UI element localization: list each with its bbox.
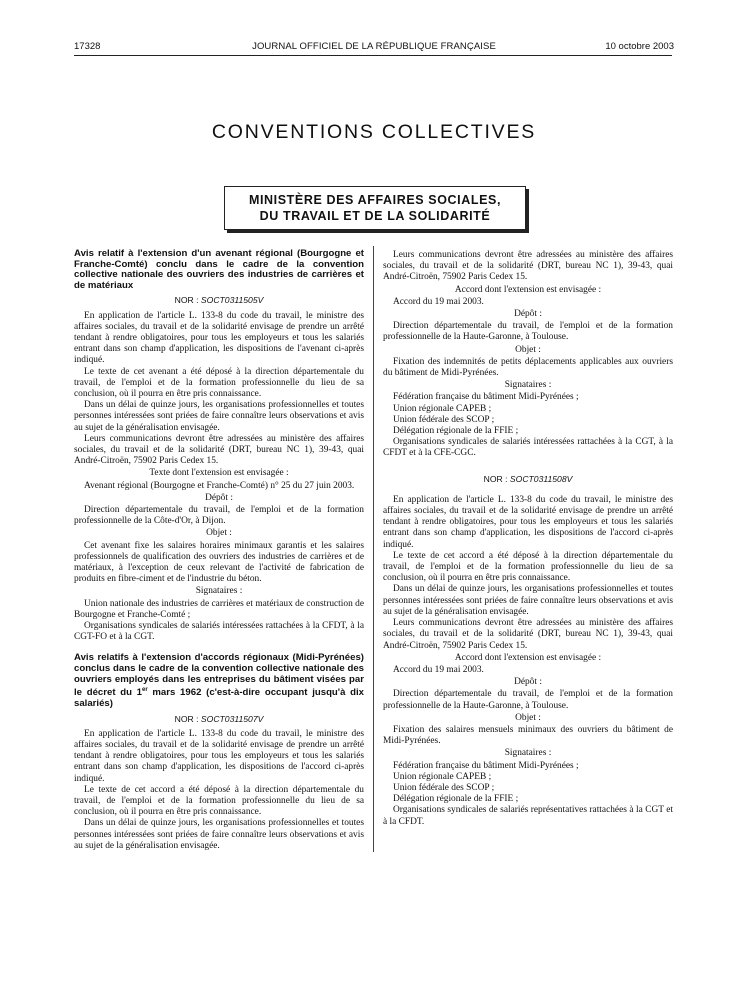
paragraph: Le texte de cet avenant a été déposé à la direction départementale du travail, de l'emploi et de la formation professionnelle du lieu de sa conclusion, où il pourra en être pris connaissance. [74, 366, 364, 399]
subheading: Dépôt : [514, 677, 542, 688]
nor-label: NOR : [483, 473, 508, 484]
nor-reference-1 [74, 295, 364, 306]
subheading: Texte dont l'extension est envisagée : [149, 468, 289, 479]
subheading: Accord dont l'extension est envisagée : [454, 652, 602, 663]
nor-code: SOCT0311508V [509, 473, 573, 484]
paragraph: Accord du 19 mai 2003. [393, 296, 484, 307]
signatory: Fédération française du bâtiment Midi-Pyrénées ; [393, 392, 579, 403]
subheading: Objet : [206, 528, 232, 539]
paragraph: Cet avenant fixe les salaires horaires minimaux garantis et les salaires professionnels de qualification des ouvriers des industries de carrières et de matériaux, à l'exception de ceux relevant de l'activité de fabrication de produits en fibre-ciment et de l'industrie du béton. [74, 540, 364, 585]
ministry-line-1: MINISTÈRE DES AFFAIRES SOCIALES, [248, 193, 502, 207]
paragraph: Direction départementale du travail, de l'emploi et de la formation professionnelle de la Haute-Garonne, à Toulouse. [383, 321, 673, 343]
column-divider [373, 246, 374, 852]
paragraph: Leurs communications devront être adressées au ministère des affaires sociales, du travail et de la solidarité (DRT, bureau NC 1), 39-43, quai André-Citroën, 75902 Paris Cedex 15. [383, 618, 673, 651]
signatory: Union régionale CAPEB ; [393, 403, 492, 414]
nor-reference-3 [383, 474, 673, 485]
issue-date: 10 octobre 2003 [605, 41, 674, 52]
paragraph: En application de l'article L. 133-8 du code du travail, le ministre des affaires sociales, du travail et de la solidarité envisage de prendre un arrêté tendant à rendre obligatoires, pour tous les employeurs et tous les salariés entrant dans son champ d'application, les dispositions de l'accord ci-après indiqué. [74, 728, 364, 784]
paragraph: Avenant régional (Bourgogne et Franche-Comté) n° 25 du 27 juin 2003. [84, 480, 355, 491]
signatory: Organisations syndicales de salariés intéressées rattachées à la CFDT, à la CGT-FO et à la CGT. [74, 621, 364, 643]
paragraph: Leurs communications devront être adressées au ministère des affaires sociales, du travail et de la solidarité (DRT, bureau NC 1), 39-43, quai André-Citroën, 75902 Paris Cedex 15. [383, 250, 673, 283]
nor-reference-2 [74, 714, 364, 725]
section-title: CONVENTIONS COLLECTIVES [211, 121, 537, 143]
signatory: Délégation régionale de la FFIE ; [393, 426, 519, 437]
subheading: Signataires : [195, 586, 243, 597]
paragraph: Direction départementale du travail, de l'emploi et de la formation professionnelle de la Haute-Garonne, à Toulouse. [383, 689, 673, 711]
nor-code: SOCT0311505V [200, 295, 264, 306]
signatory: Union fédérale des SCOP ; [393, 782, 495, 793]
notice-heading-2: Avis relatifs à l'extension d'accords régionaux (Midi-Pyrénées) conclus dans le cadre de la convention collective nationale des ouvriers employés dans les entreprises du bâtiment visées par le décret du 1er mars 1962 (c'est-à-dire occupant jusqu'à dix salariés) [74, 652, 364, 710]
paragraph: En application de l'article L. 133-8 du code du travail, le ministre des affaires sociales, du travail et de la solidarité envisage de prendre un arrêté tendant à rendre obligatoires, pour tous les employeurs et tous les salariés entrant dans son champ d'application, les dispositions de l'avenant ci-après indiqué. [74, 310, 364, 366]
signatory: Fédération française du bâtiment Midi-Pyrénées ; [393, 760, 579, 771]
subheading: Signataires : [504, 380, 552, 391]
journal-title: JOURNAL OFFICIEL DE LA RÉPUBLIQUE FRANÇAISE [252, 41, 496, 52]
page-number: 17328 [74, 41, 101, 52]
signatory: Union fédérale des SCOP ; [393, 414, 495, 425]
paragraph: Dans un délai de quinze jours, les organisations professionnelles et toutes personnes intéressées sont priées de faire connaître leurs observations et avis au sujet de la généralisation envisagée. [74, 400, 364, 433]
notice-heading-1: Avis relatif à l'extension d'un avenant régional (Bourgogne et Franche-Comté) conclu dans le cadre de la convention collective nationale des ouvriers des industries de carrières et de matériaux [74, 248, 364, 291]
signatory: Organisations syndicales de salariés représentatives rattachées à la CGT et à la CFDT. [383, 805, 673, 827]
paragraph: Accord du 19 mai 2003. [393, 664, 484, 675]
paragraph: Le texte de cet accord a été déposé à la direction départementale du travail, de l'emploi et de la formation professionnelle du lieu de sa conclusion, où il pourra en être pris connaissance. [383, 550, 673, 584]
signatory: Union régionale CAPEB ; [393, 771, 492, 782]
paragraph: Fixation des salaires mensuels minimaux des ouvriers du bâtiment de Midi-Pyrénées. [383, 724, 673, 747]
paragraph: En application de l'article L. 133-8 du code du travail, le ministre des affaires sociales, du travail et de la solidarité envisage de prendre un arrêté tendant à rendre obligatoires, pour tous les employeurs et tous les salariés entrant dans son champ d'application, les dispositions de l'accord ci-après indiqué. [383, 494, 673, 550]
subheading: Signataires : [504, 748, 552, 759]
nor-label: NOR : [174, 295, 199, 306]
subheading: Accord dont l'extension est envisagée : [454, 284, 602, 295]
header-rule [74, 55, 672, 56]
left-column [74, 249, 364, 852]
nor-code: SOCT0311507V [200, 713, 264, 724]
subheading: Objet : [515, 712, 541, 723]
subheading: Objet : [515, 344, 541, 355]
subheading: Dépôt : [205, 492, 233, 503]
nor-label: NOR : [174, 713, 199, 724]
signatory: Délégation régionale de la FFIE ; [393, 794, 519, 805]
paragraph: Dans un délai de quinze jours, les organisations professionnelles et toutes personnes intéressées sont priées de faire connaître leurs observations et avis au sujet de la généralisation envisagée. [74, 818, 364, 851]
paragraph: Le texte de cet accord a été déposé à la direction départementale du travail, de l'emploi et de la formation professionnelle du lieu de sa conclusion, où il pourra en être pris connaissance. [74, 784, 364, 818]
ministry-box [224, 186, 526, 230]
subheading: Dépôt : [514, 309, 542, 320]
paragraph: Fixation des indemnités de petits déplacements applicables aux ouvriers du bâtiment de Midi-Pyrénées. [383, 356, 673, 379]
ministry-line-2: DU TRAVAIL ET DE LA SOLIDARITÉ [259, 209, 491, 223]
signatory: Union nationale des industries de carrières et matériaux de construction de Bourgogne et Franche-Comté ; [74, 598, 364, 620]
paragraph: Leurs communications devront être adressées au ministère des affaires sociales, du travail et de la solidarité (DRT, bureau NC 1), 39-43, quai André-Citroën, 75902 Paris Cedex 15. [74, 433, 364, 467]
spacer [383, 460, 673, 470]
paragraph: Direction départementale du travail, de l'emploi et de la formation professionnelle de la Côte-d'Or, à Dijon. [74, 505, 364, 527]
signatory: Organisations syndicales de salariés intéressées rattachées à la CGT, à la CFDT et à la CFE-CGC. [383, 437, 673, 459]
paragraph: Dans un délai de quinze jours, les organisations professionnelles et toutes personnes intéressées sont priées de faire connaître leurs observations et avis au sujet de la généralisation envisagée. [383, 584, 673, 617]
right-column [383, 250, 673, 828]
